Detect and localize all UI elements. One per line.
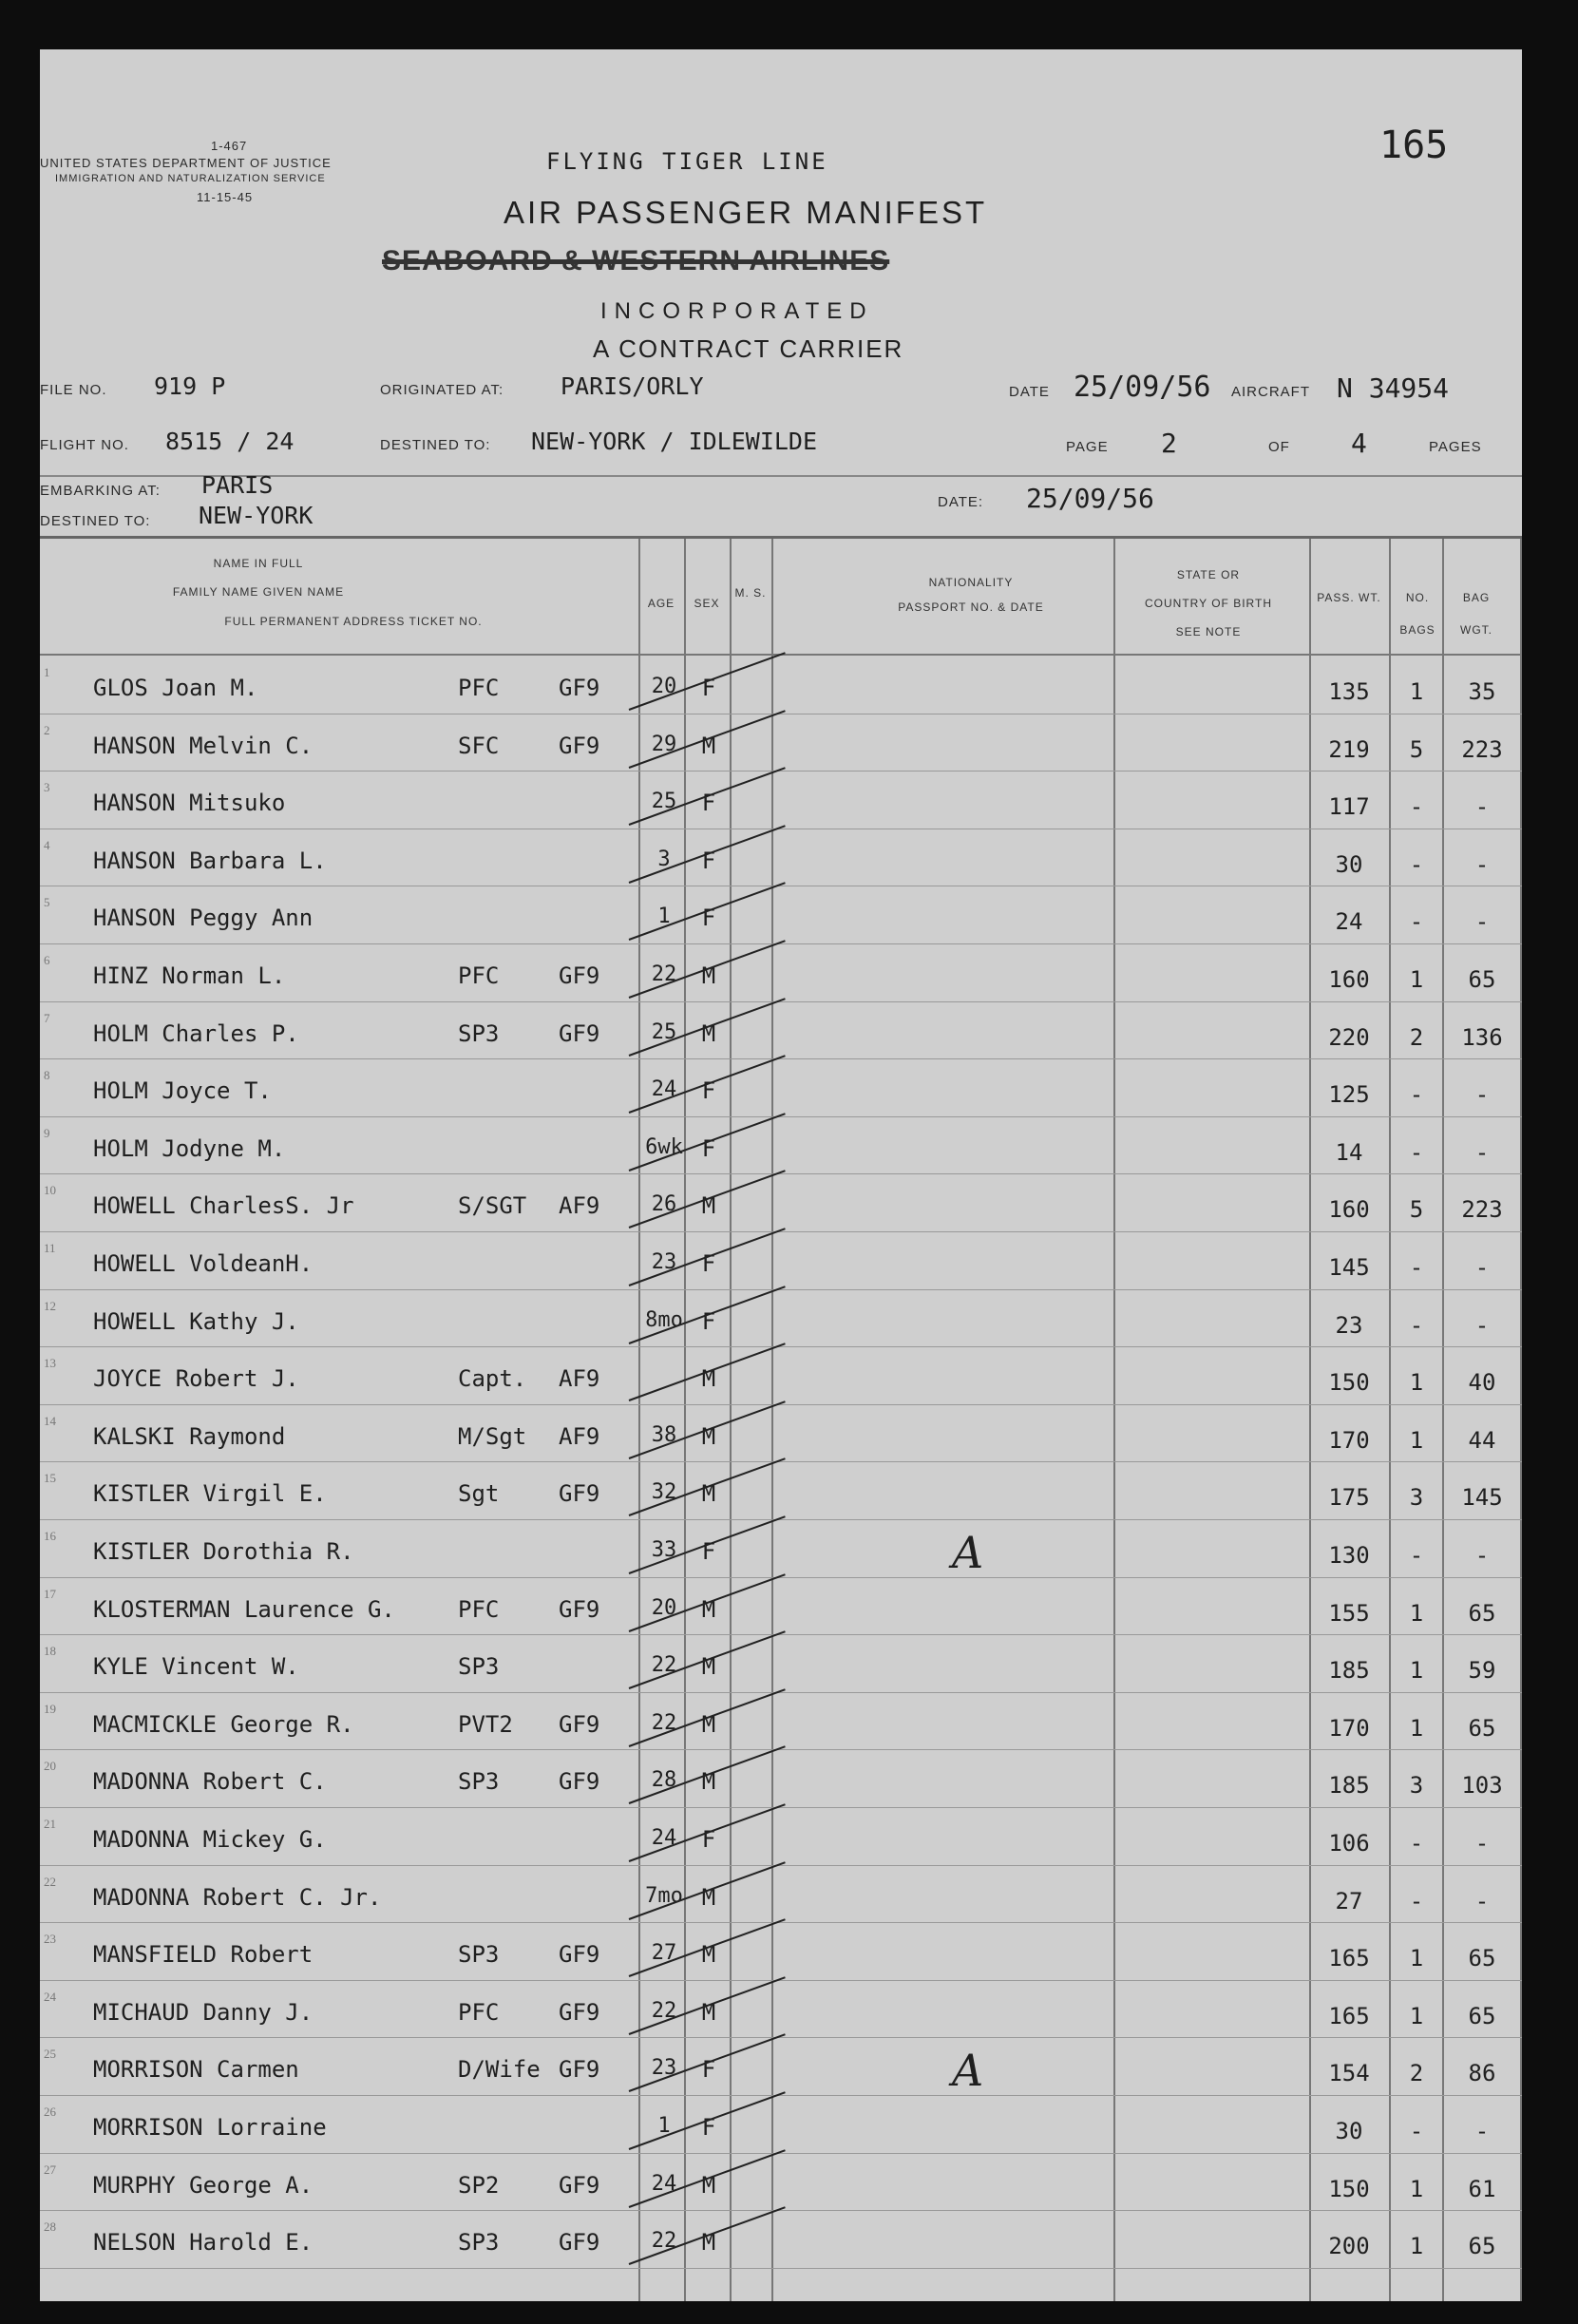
- ticket-no: GF9: [559, 675, 600, 701]
- passenger-sex: M: [701, 1019, 716, 1047]
- row-number: 19: [44, 1701, 56, 1716]
- manifest-title: AIR PASSENGER MANIFEST: [504, 195, 988, 230]
- ticket-no: AF9: [559, 1192, 600, 1220]
- bag-count: -: [1409, 1138, 1424, 1166]
- page-current: 2: [1161, 428, 1177, 459]
- row-divider: [40, 1116, 1522, 1117]
- passenger-weight: 219: [1328, 735, 1370, 763]
- passenger-name: HANSON Mitsuko: [93, 790, 286, 817]
- bag-count: 3: [1409, 1484, 1424, 1512]
- passenger-rank: SP2: [458, 2171, 500, 2199]
- bag-count: -: [1409, 1542, 1424, 1569]
- destined-label: DESTINED TO:: [380, 437, 491, 453]
- passenger-age: 25: [651, 1019, 677, 1044]
- date2: 25/09/56: [1026, 483, 1154, 514]
- passenger-name: MADONNA Mickey G.: [93, 1826, 327, 1853]
- manifest-page: [40, 49, 1522, 2301]
- passenger-age: 25: [651, 790, 677, 814]
- passenger-name: MICHAUD Danny J.: [93, 1998, 314, 2026]
- passenger-name: HOLM Charles P.: [93, 1019, 299, 1047]
- ticket-no: GF9: [559, 1595, 600, 1623]
- page-total: 4: [1351, 428, 1367, 459]
- passenger-age: 1: [657, 905, 671, 929]
- col-state1: STATE OR: [1176, 568, 1241, 581]
- row-number: 21: [44, 1817, 56, 1831]
- bag-count: -: [1409, 850, 1424, 878]
- row-number: 20: [44, 1759, 56, 1774]
- originated-label: ORIGINATED AT:: [380, 382, 504, 398]
- carrier-type: A CONTRACT CARRIER: [593, 334, 904, 363]
- flight-no: 8515 / 24: [165, 428, 295, 455]
- bag-count: 1: [1409, 678, 1424, 705]
- passenger-rank: SP3: [458, 2229, 500, 2257]
- ticket-no: AF9: [559, 1365, 600, 1393]
- bag-count: 1: [1409, 1599, 1424, 1627]
- passenger-weight: 106: [1328, 1830, 1370, 1857]
- passenger-age: 22: [651, 2229, 677, 2254]
- row-number: 28: [44, 2219, 56, 2235]
- row-number: 11: [44, 1241, 56, 1255]
- row-divider: [40, 1231, 1522, 1232]
- passenger-age: 38: [651, 1422, 677, 1447]
- row-divider: [40, 1404, 1522, 1405]
- bag-count: -: [1409, 793, 1424, 821]
- row-divider: [40, 2037, 1522, 2038]
- bag-count: 1: [1409, 1714, 1424, 1742]
- passenger-age: 23: [651, 2056, 677, 2081]
- airline-name: FLYING TIGER LINE: [546, 148, 828, 175]
- row-divider: [40, 2210, 1522, 2211]
- row-divider: [40, 2095, 1522, 2096]
- ticket-no: AF9: [559, 1422, 600, 1450]
- passenger-name: KALSKI Raymond: [93, 1422, 286, 1450]
- row-number: 15: [44, 1471, 56, 1486]
- col-state2: COUNTRY OF BIRTH: [1144, 597, 1272, 610]
- passenger-name: KISTLER Dorothia R.: [93, 1538, 354, 1565]
- bag-count: -: [1409, 1254, 1424, 1281]
- passenger-sex: F: [701, 675, 716, 701]
- bag-weight: -: [1474, 850, 1490, 878]
- bag-count: 5: [1409, 735, 1424, 763]
- bag-weight: 65: [1468, 2002, 1496, 2029]
- passenger-sex: M: [701, 1192, 716, 1220]
- bag-weight: 145: [1461, 1484, 1503, 1512]
- col-address-sub: FULL PERMANENT ADDRESS TICKET NO.: [224, 615, 483, 628]
- ticket-no: GF9: [559, 2229, 600, 2257]
- row-number: 16: [44, 1529, 56, 1543]
- passenger-weight: 23: [1335, 1311, 1363, 1339]
- passenger-name: MACMICKLE George R.: [93, 1710, 354, 1738]
- passenger-age: 1: [657, 2114, 671, 2138]
- originated: PARIS/ORLY: [561, 372, 704, 400]
- row-number: 25: [44, 2047, 56, 2062]
- flight-no-label: FLIGHT NO.: [40, 437, 129, 453]
- passenger-rank: SP3: [458, 1768, 500, 1796]
- row-divider: [40, 2268, 1522, 2269]
- bag-weight: 65: [1468, 966, 1496, 993]
- passenger-age: 23: [651, 1250, 677, 1274]
- passenger-sex: F: [701, 1250, 716, 1277]
- bag-weight: 65: [1468, 1599, 1496, 1627]
- row-divider: [40, 1692, 1522, 1693]
- passenger-rank: PFC: [458, 1998, 500, 2026]
- passenger-name: KYLE Vincent W.: [93, 1653, 299, 1681]
- passenger-sex: M: [701, 962, 716, 989]
- date2-label: DATE:: [938, 494, 984, 510]
- passenger-sex: M: [701, 1365, 716, 1393]
- bag-weight: 86: [1468, 2060, 1496, 2087]
- bag-weight: -: [1474, 1830, 1490, 1857]
- passenger-age: 3: [657, 847, 671, 871]
- passenger-weight: 170: [1328, 1714, 1370, 1742]
- passenger-name: MADONNA Robert C. Jr.: [93, 1883, 382, 1911]
- bag-weight: -: [1474, 908, 1490, 936]
- form-date: 11-15-45: [197, 190, 254, 204]
- col-nationality: NATIONALITY: [928, 576, 1014, 589]
- ticket-no: GF9: [559, 1710, 600, 1738]
- aircraft-label: AIRCRAFT: [1231, 384, 1310, 400]
- row-number: 5: [44, 895, 50, 910]
- passenger-sex: M: [701, 1422, 716, 1450]
- ticket-no: GF9: [559, 1941, 600, 1969]
- bag-count: 1: [1409, 2175, 1424, 2202]
- passenger-age: 7mo: [645, 1883, 683, 1908]
- bag-count: -: [1409, 1081, 1424, 1109]
- row-number: 18: [44, 1644, 56, 1659]
- passenger-age: 28: [651, 1768, 677, 1793]
- bag-count: 2: [1409, 2060, 1424, 2087]
- file-no: 919 P: [154, 372, 226, 400]
- bag-weight: 35: [1468, 678, 1496, 705]
- bag-count: -: [1409, 1830, 1424, 1857]
- row-number: 27: [44, 2162, 56, 2177]
- row-number: 4: [44, 837, 50, 852]
- row-number: 9: [44, 1125, 50, 1140]
- row-number: 12: [44, 1298, 56, 1313]
- row-divider: [40, 1058, 1522, 1059]
- incorporated: INCORPORATED: [600, 298, 874, 324]
- passenger-age: 24: [651, 1077, 677, 1102]
- bag-count: 3: [1409, 1772, 1424, 1800]
- row-number: 8: [44, 1068, 50, 1083]
- passenger-weight: 130: [1328, 1542, 1370, 1569]
- passenger-weight: 175: [1328, 1484, 1370, 1512]
- passenger-sex: F: [701, 905, 716, 932]
- passenger-age: 22: [651, 1653, 677, 1678]
- passenger-name: HOWELL Kathy J.: [93, 1307, 299, 1335]
- bag-count: -: [1409, 1311, 1424, 1339]
- col-name-head: NAME IN FULL: [213, 557, 304, 570]
- row-number: 24: [44, 1989, 56, 2004]
- form-number: 1-467: [211, 139, 248, 153]
- bag-count: -: [1409, 2118, 1424, 2144]
- bag-weight: 44: [1468, 1426, 1496, 1454]
- passenger-name: GLOS Joan M.: [93, 675, 258, 701]
- passenger-sex: F: [701, 1307, 716, 1335]
- check-slash: [629, 1343, 786, 1401]
- passenger-age: 22: [651, 1998, 677, 2023]
- passenger-sex: M: [701, 1710, 716, 1738]
- passenger-name: MURPHY George A.: [93, 2171, 314, 2199]
- ticket-no: GF9: [559, 2171, 600, 2199]
- passenger-rank: PVT2: [458, 1710, 513, 1738]
- row-divider: [40, 1461, 1522, 1462]
- passenger-name: MANSFIELD Robert: [93, 1941, 314, 1969]
- bag-weight: -: [1474, 1081, 1490, 1109]
- struck-airline-name: SEABOARD & WESTERN AIRLINES: [382, 245, 890, 276]
- ticket-no: GF9: [559, 1998, 600, 2026]
- passenger-age: 20: [651, 1595, 677, 1620]
- ticket-no: GF9: [559, 1480, 600, 1508]
- passenger-name: MORRISON Carmen: [93, 2056, 299, 2084]
- passenger-name: MADONNA Robert C.: [93, 1768, 327, 1796]
- bag-weight: 223: [1461, 1196, 1503, 1224]
- bag-count: 2: [1409, 1023, 1424, 1051]
- passenger-sex: M: [701, 1941, 716, 1969]
- passenger-sex: M: [701, 1653, 716, 1681]
- passenger-rank: Capt.: [458, 1365, 527, 1393]
- col-ms: M. S.: [734, 586, 767, 600]
- passenger-weight: 125: [1328, 1081, 1370, 1109]
- row-number: 14: [44, 1413, 56, 1428]
- bag-weight: 65: [1468, 1714, 1496, 1742]
- passenger-age: 27: [651, 1941, 677, 1966]
- passenger-rank: PFC: [458, 962, 500, 989]
- bag-count: 1: [1409, 2233, 1424, 2260]
- dest2: NEW-YORK: [199, 502, 314, 529]
- passenger-name: KLOSTERMAN Laurence G.: [93, 1595, 395, 1623]
- row-number: 23: [44, 1932, 56, 1947]
- passenger-name: HANSON Melvin C.: [93, 732, 314, 759]
- passenger-sex: F: [701, 1538, 716, 1565]
- row-number: 10: [44, 1183, 56, 1198]
- passenger-age: 26: [651, 1192, 677, 1217]
- passenger-weight: 160: [1328, 966, 1370, 993]
- dest2-label: DESTINED TO:: [40, 513, 151, 529]
- passenger-rank: SP3: [458, 1019, 500, 1047]
- row-number: 17: [44, 1586, 56, 1601]
- pages-label: PAGES: [1429, 439, 1482, 455]
- row-number: 22: [44, 1874, 56, 1889]
- passenger-name: JOYCE Robert J.: [93, 1365, 299, 1393]
- passenger-name: NELSON Harold E.: [93, 2229, 314, 2257]
- passenger-rank: SP3: [458, 1941, 500, 1969]
- row-number: 1: [44, 665, 50, 679]
- row-number: 26: [44, 2105, 56, 2119]
- passenger-rank: D/Wife: [458, 2056, 541, 2084]
- destined: NEW-YORK / IDLEWILDE: [531, 428, 818, 455]
- bag-count: 1: [1409, 1945, 1424, 1972]
- col-age: AGE: [647, 597, 675, 610]
- passenger-sex: M: [701, 1998, 716, 2026]
- passenger-sex: F: [701, 2056, 716, 2084]
- row-divider: [40, 1634, 1522, 1635]
- passenger-sex: M: [701, 1480, 716, 1508]
- passenger-weight: 185: [1328, 1772, 1370, 1800]
- passenger-sex: M: [701, 2171, 716, 2199]
- passenger-weight: 154: [1328, 2060, 1370, 2087]
- bag-count: 1: [1409, 1369, 1424, 1397]
- col-sex: SEX: [694, 597, 720, 610]
- passenger-weight: 160: [1328, 1196, 1370, 1224]
- passenger-name: HOLM Joyce T.: [93, 1077, 272, 1105]
- bag-weight: 136: [1461, 1023, 1503, 1051]
- passenger-name: HANSON Peggy Ann: [93, 905, 314, 932]
- bag-weight: 61: [1468, 2175, 1496, 2202]
- bag-weight: -: [1474, 793, 1490, 821]
- passenger-weight: 220: [1328, 1023, 1370, 1051]
- bag-weight: 65: [1468, 1945, 1496, 1972]
- nationality-mark: A: [952, 1527, 984, 1578]
- aircraft: N 34954: [1337, 372, 1450, 404]
- col-name-sub: FAMILY NAME GIVEN NAME: [172, 585, 345, 599]
- row-divider: [40, 1980, 1522, 1981]
- passenger-sex: F: [701, 790, 716, 817]
- passenger-weight: 150: [1328, 2175, 1370, 2202]
- passenger-weight: 150: [1328, 1369, 1370, 1397]
- page-label: PAGE: [1066, 439, 1109, 455]
- nationality-mark: A: [952, 2045, 984, 2097]
- row-divider: [40, 943, 1522, 944]
- ticket-no: GF9: [559, 1768, 600, 1796]
- bag-count: 5: [1409, 1196, 1424, 1224]
- row-number: 2: [44, 722, 50, 737]
- bag-weight: -: [1474, 1887, 1490, 1914]
- bag-weight: -: [1474, 1542, 1490, 1569]
- passenger-weight: 24: [1335, 908, 1363, 936]
- passenger-weight: 185: [1328, 1657, 1370, 1685]
- passenger-weight: 14: [1335, 1138, 1363, 1166]
- bag-weight: 223: [1461, 735, 1503, 763]
- passenger-rank: M/Sgt: [458, 1422, 527, 1450]
- passenger-name: HINZ Norman L.: [93, 962, 286, 989]
- passenger-weight: 170: [1328, 1426, 1370, 1454]
- passenger-name: HOWELL CharlesS. Jr: [93, 1192, 354, 1220]
- bag-weight: -: [1474, 1311, 1490, 1339]
- passenger-sex: F: [701, 2114, 716, 2141]
- file-no-label: FILE NO.: [40, 382, 107, 398]
- row-divider: [40, 1749, 1522, 1750]
- passenger-age: 32: [651, 1480, 677, 1505]
- row-divider: [40, 1173, 1522, 1174]
- agency-line2: IMMIGRATION AND NATURALIZATION SERVICE: [55, 173, 326, 184]
- col-bag-wgt: BAG WGT.: [1460, 591, 1492, 637]
- row-number: 3: [44, 780, 50, 795]
- passenger-rank: PFC: [458, 675, 500, 701]
- bag-count: -: [1409, 908, 1424, 936]
- bag-weight: 59: [1468, 1657, 1496, 1685]
- ticket-no: GF9: [559, 1019, 600, 1047]
- bag-count: 1: [1409, 1426, 1424, 1454]
- passenger-age: 29: [651, 732, 677, 756]
- embarking-label: EMBARKING AT:: [40, 483, 161, 499]
- passenger-sex: M: [701, 732, 716, 759]
- passenger-weight: 117: [1328, 793, 1370, 821]
- passenger-weight: 135: [1328, 678, 1370, 705]
- embarking: PARIS: [201, 471, 274, 499]
- ticket-no: GF9: [559, 2056, 600, 2084]
- passenger-rank: SFC: [458, 732, 500, 759]
- passenger-name: HOWELL VoldeanH.: [93, 1250, 314, 1277]
- bag-count: 1: [1409, 2002, 1424, 2029]
- agency-line1: UNITED STATES DEPARTMENT OF JUSTICE: [40, 156, 332, 170]
- bag-count: -: [1409, 1887, 1424, 1914]
- bag-weight: -: [1474, 1138, 1490, 1166]
- passenger-age: 8mo: [645, 1307, 683, 1332]
- passenger-weight: 30: [1335, 850, 1363, 878]
- passenger-age: 22: [651, 1710, 677, 1735]
- bag-weight: 103: [1461, 1772, 1503, 1800]
- passenger-age: 24: [651, 2171, 677, 2196]
- passenger-name: HOLM Jodyne M.: [93, 1134, 286, 1162]
- passenger-sex: F: [701, 847, 716, 874]
- passenger-sex: F: [701, 1826, 716, 1853]
- bag-count: 1: [1409, 966, 1424, 993]
- ticket-no: GF9: [559, 962, 600, 989]
- passenger-age: 24: [651, 1826, 677, 1850]
- of-label: OF: [1268, 439, 1290, 455]
- passenger-rank: Sgt: [458, 1480, 500, 1508]
- bag-weight: 40: [1468, 1369, 1496, 1397]
- passenger-weight: 30: [1335, 2118, 1363, 2144]
- bag-weight: -: [1474, 2118, 1490, 2144]
- passenger-weight: 27: [1335, 1887, 1363, 1914]
- col-pass-wt: PASS. WT.: [1317, 591, 1381, 604]
- passenger-age: 20: [651, 675, 677, 698]
- passenger-rank: PFC: [458, 1595, 500, 1623]
- passenger-sex: M: [701, 1595, 716, 1623]
- bag-count: 1: [1409, 1657, 1424, 1685]
- passenger-age: 33: [651, 1538, 677, 1562]
- passenger-weight: 145: [1328, 1254, 1370, 1281]
- passenger-name: HANSON Barbara L.: [93, 847, 327, 874]
- passenger-name: KISTLER Virgil E.: [93, 1480, 327, 1508]
- row-divider: [40, 1519, 1522, 1520]
- row-number: 7: [44, 1010, 50, 1025]
- col-state3: SEE NOTE: [1175, 625, 1242, 638]
- date-label: DATE: [1009, 384, 1050, 400]
- row-number: 6: [44, 953, 50, 967]
- passenger-sex: F: [701, 1077, 716, 1105]
- page-number: 165: [1379, 124, 1449, 167]
- passenger-sex: M: [701, 1768, 716, 1796]
- ticket-no: GF9: [559, 732, 600, 759]
- passenger-rank: S/SGT: [458, 1192, 527, 1220]
- passenger-name: MORRISON Lorraine: [93, 2114, 327, 2141]
- passenger-weight: 155: [1328, 1599, 1370, 1627]
- passenger-weight: 165: [1328, 2002, 1370, 2029]
- col-no-bags: NO. BAGS: [1399, 591, 1435, 637]
- passenger-weight: 200: [1328, 2233, 1370, 2260]
- row-divider: [40, 1922, 1522, 1923]
- bag-weight: 65: [1468, 2233, 1496, 2260]
- row-number: 13: [44, 1356, 56, 1371]
- col-passport: PASSPORT NO. & DATE: [898, 600, 1044, 614]
- passenger-sex: M: [701, 1883, 716, 1911]
- row-divider: [40, 1807, 1522, 1808]
- passenger-sex: M: [701, 2229, 716, 2257]
- passenger-sex: F: [701, 1134, 716, 1162]
- passenger-weight: 165: [1328, 1945, 1370, 1972]
- row-divider: [40, 1346, 1522, 1347]
- bag-weight: -: [1474, 1254, 1490, 1281]
- passenger-age: 6wk: [645, 1134, 683, 1159]
- date: 25/09/56: [1074, 371, 1211, 404]
- passenger-rank: SP3: [458, 1653, 500, 1681]
- passenger-age: 22: [651, 962, 677, 986]
